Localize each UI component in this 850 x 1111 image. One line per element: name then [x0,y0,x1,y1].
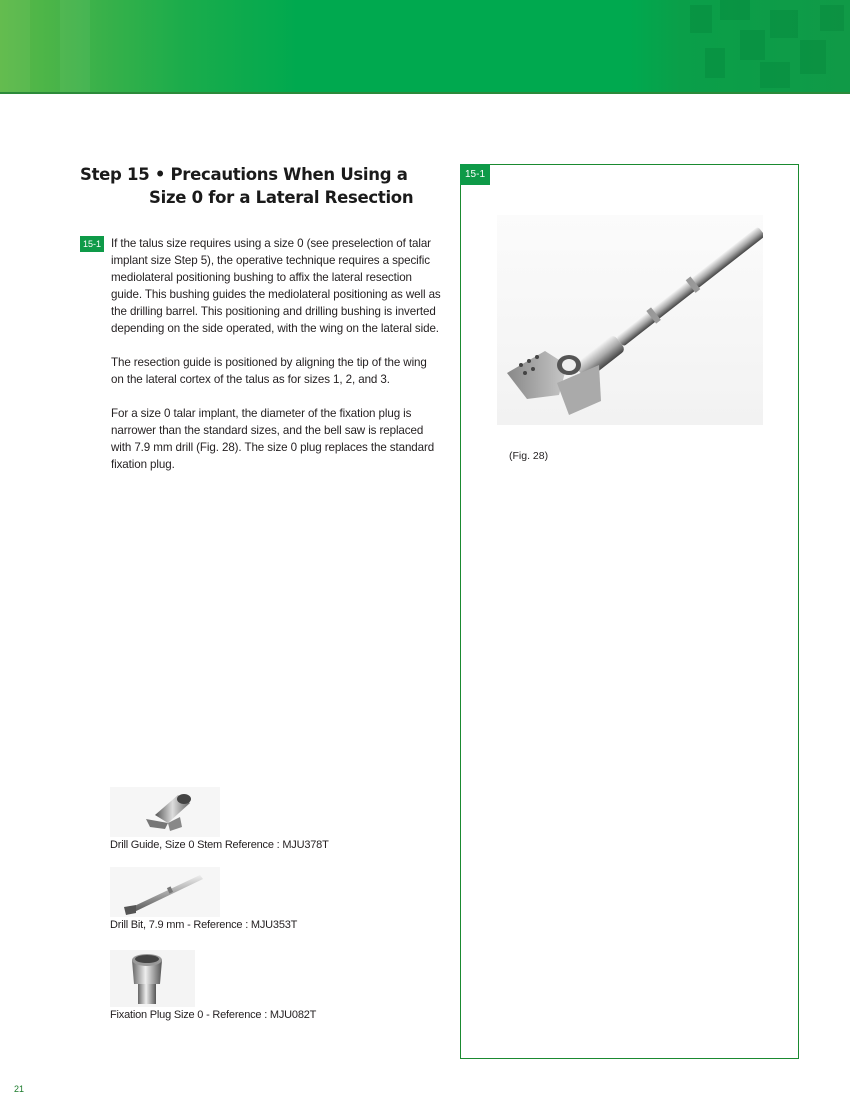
step-title-line1: Step 15 • Precautions When Using a [80,165,408,184]
product-fixation-plug [110,950,430,1021]
page-number: 21 [14,1084,25,1094]
header-banner [0,0,850,94]
paragraph-intro: If the talus size requires using a size 0 (see preselection of talar implant size Step 5), the operative technique requires a specific mediolateral positioning bushing to affix the lateral resection guide. This bushing guides the mediolateral positioning as well as the drilling barrel. This positioning and drilling bushing is inverted depending on the side operated, with the wing on the lateral side. [111,237,441,335]
product-drill-guide [110,787,430,851]
figure-28-image [497,215,763,425]
drill-bit-caption: Drill Bit, 7.9 mm - Reference : MJU353T [110,919,298,931]
drill-guide-image [110,787,220,837]
fixation-plug-image [110,950,195,1007]
step-title [80,163,450,209]
figure-badge: 15-1 [460,164,490,185]
paragraph-positioning: The resection guide is positioned by aligning the tip of the wing on the lateral cortex of the talus as for sizes 1, 2, and 3. [111,356,427,386]
drill-bit-image [110,867,220,917]
paragraph-drill: For a size 0 talar implant, the diameter of the fixation plug is narrower than the standard sizes, and the bell saw is replaced with 7.9 mm drill (Fig. 28). The size 0 plug replaces the standard fixation plug. [111,407,435,471]
drill-guide-caption: Drill Guide, Size 0 Stem Reference : MJU378T [110,839,329,851]
figure-caption: (Fig. 28) [509,450,549,462]
body-text [111,235,441,490]
step-badge: 15-1 [80,236,104,252]
figure-panel [460,164,799,1059]
step-title-line2: Size 0 for a Lateral Resection [149,188,414,207]
fixation-plug-caption: Fixation Plug Size 0 - Reference : MJU082T [110,1009,317,1021]
product-drill-bit [110,867,430,931]
